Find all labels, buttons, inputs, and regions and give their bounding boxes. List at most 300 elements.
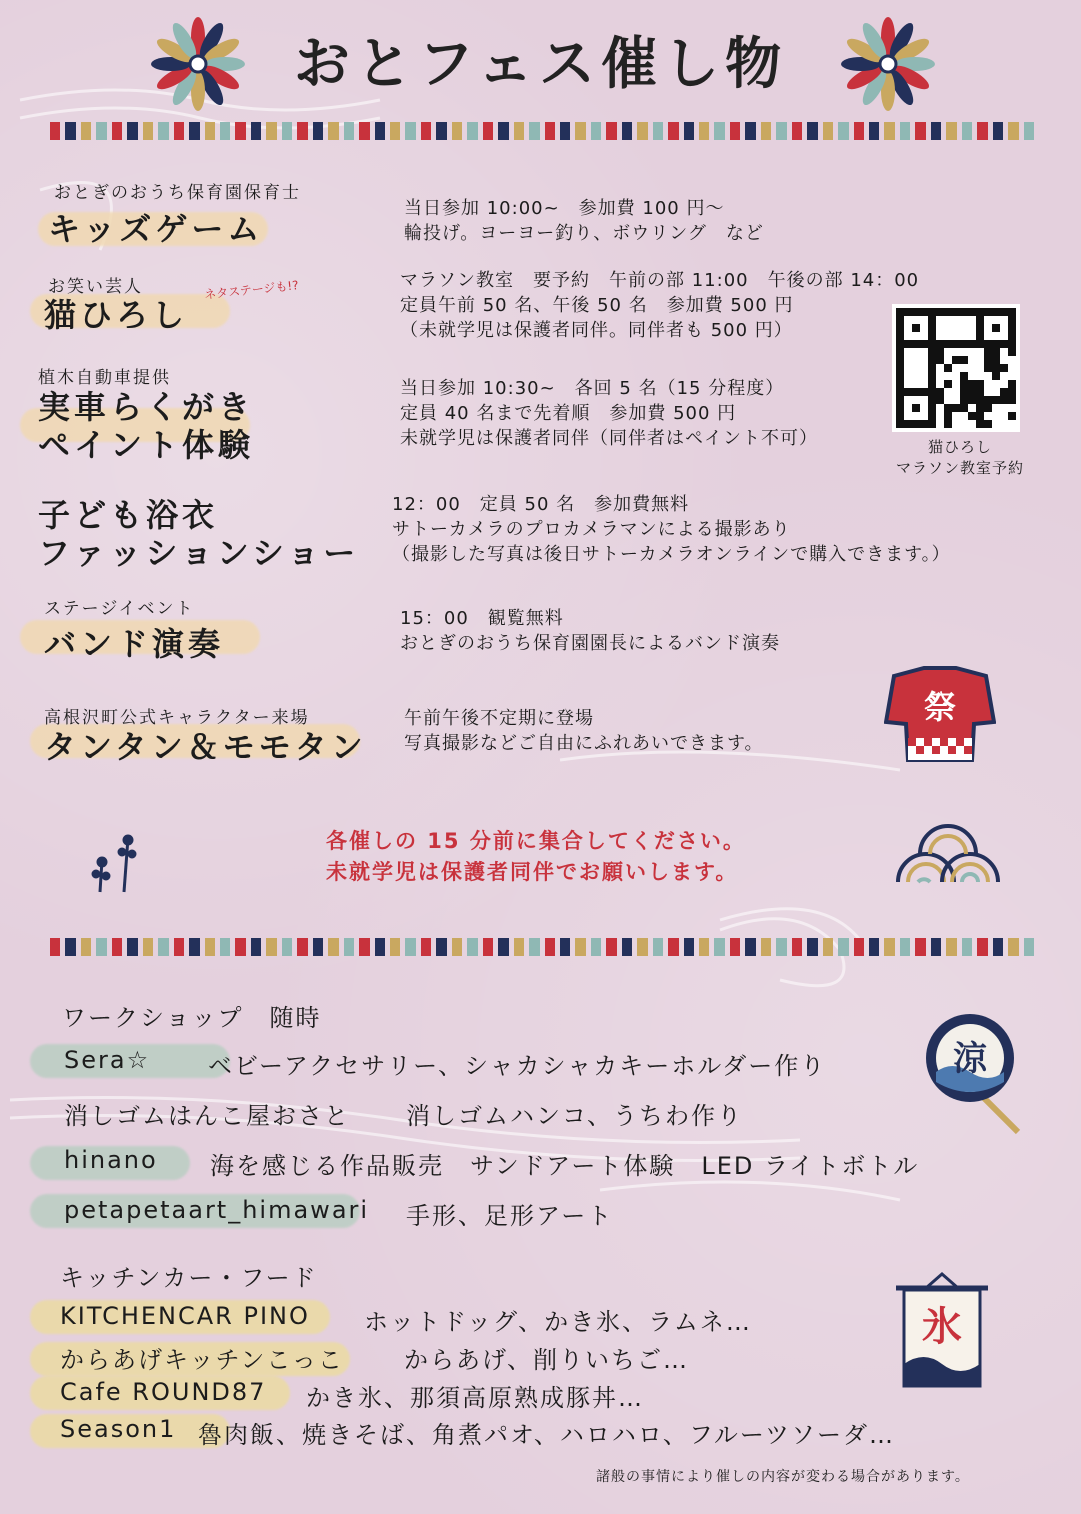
band-segment [189, 122, 199, 140]
qr-module [960, 404, 968, 412]
qr-module [968, 356, 976, 364]
band-segment [1008, 122, 1018, 140]
qr-module [944, 324, 952, 332]
qr-module [936, 364, 944, 372]
ryo-char: 涼 [953, 1039, 987, 1079]
qr-module [968, 324, 976, 332]
qr-module [944, 316, 952, 324]
qr-module [992, 380, 1000, 388]
event-aside: ネタステージも!? [203, 278, 300, 302]
band-segment [328, 122, 338, 140]
band-segment [931, 938, 941, 956]
band-segment [977, 938, 987, 956]
event-name: キッズゲーム [48, 210, 264, 248]
qr-module [976, 404, 984, 412]
qr-module [960, 380, 968, 388]
qr-module [944, 332, 952, 340]
qr-module [936, 348, 944, 356]
qr-module [920, 316, 928, 324]
band-segment [575, 938, 585, 956]
band-segment [220, 938, 230, 956]
qr-module [944, 308, 952, 316]
band-segment [838, 938, 848, 956]
qr-module [952, 364, 960, 372]
band-segment [112, 938, 122, 956]
qr-module [960, 316, 968, 324]
qr-module [912, 364, 920, 372]
band-segment [498, 938, 508, 956]
band-segment [823, 938, 833, 956]
band-segment [854, 122, 864, 140]
qr-module [944, 404, 952, 412]
qr-module [952, 412, 960, 420]
band-segment [962, 122, 972, 140]
qr-module [1008, 340, 1016, 348]
qr-module [960, 324, 968, 332]
band-segment [1024, 122, 1034, 140]
band-segment [344, 122, 354, 140]
workshop-desc: 手形、足形アート [406, 1202, 614, 1230]
qr-module [928, 396, 936, 404]
qr-module [912, 412, 920, 420]
footer-note: 諸般の事情により催しの内容が変わる場合があります。 [596, 1469, 970, 1485]
band-segment [143, 122, 153, 140]
qr-module [944, 412, 952, 420]
qr-module [968, 348, 976, 356]
band-segment [545, 938, 555, 956]
qr-module [912, 308, 920, 316]
band-segment [684, 122, 694, 140]
qr-module [944, 396, 952, 404]
qr-module [904, 364, 912, 372]
band-segment [158, 938, 168, 956]
band-segment [591, 122, 601, 140]
qr-module [1000, 348, 1008, 356]
qr-module [920, 420, 928, 428]
qr-module [904, 348, 912, 356]
workshop-heading: ワークショップ 随時 [62, 1004, 322, 1032]
qr-module [912, 356, 920, 364]
qr-module [936, 388, 944, 396]
qr-module [968, 332, 976, 340]
qr-module [1008, 396, 1016, 404]
qr-module [960, 340, 968, 348]
band-segment [745, 122, 755, 140]
qr-module [984, 324, 992, 332]
qr-module [952, 316, 960, 324]
qr-module [912, 348, 920, 356]
band-segment [962, 938, 972, 956]
qr-module [928, 380, 936, 388]
qr-module [1000, 396, 1008, 404]
band-segment [606, 122, 616, 140]
band-segment [714, 122, 724, 140]
qr-module [944, 420, 952, 428]
pattern-band-top [50, 122, 1034, 140]
band-segment [421, 938, 431, 956]
qr-module [952, 356, 960, 364]
qr-module [928, 348, 936, 356]
qr-module [976, 340, 984, 348]
qr-module [936, 324, 944, 332]
notice-line: 各催しの 15 分前に集合してください。 [326, 829, 746, 853]
band-segment [96, 938, 106, 956]
qr-module [896, 324, 904, 332]
band-segment [900, 938, 910, 956]
band-segment [560, 122, 570, 140]
band-segment [730, 938, 740, 956]
detail-line: 12：00 定員 50 名 参加費無料 [392, 494, 690, 515]
qr-module [936, 380, 944, 388]
notice-line: 未就学児は保護者同伴でお願いします。 [326, 860, 739, 884]
band-segment [266, 938, 276, 956]
qr-module [928, 404, 936, 412]
band-segment [344, 938, 354, 956]
qr-module [904, 316, 912, 324]
qr-module [1008, 316, 1016, 324]
qr-module [952, 420, 960, 428]
qr-module [904, 412, 912, 420]
band-segment [514, 938, 524, 956]
qr-module [944, 388, 952, 396]
qr-module [992, 348, 1000, 356]
band-segment [699, 122, 709, 140]
qr-module [976, 364, 984, 372]
plant-sprig-icon [84, 832, 144, 896]
band-segment [375, 938, 385, 956]
event-organizer: 高根沢町公式キャラクター来場 [44, 708, 310, 728]
qr-module [984, 380, 992, 388]
workshop-desc: 消しゴムハンコ、うちわ作り [406, 1102, 744, 1130]
qr-module [992, 308, 1000, 316]
qr-module [984, 364, 992, 372]
qr-module [1008, 388, 1016, 396]
band-segment [545, 122, 555, 140]
qr-module [1000, 404, 1008, 412]
band-segment [823, 122, 833, 140]
qr-module [1008, 308, 1016, 316]
band-segment [498, 122, 508, 140]
happi-coat-icon [884, 664, 996, 768]
qr-module [896, 412, 904, 420]
qr-caption-line: マラソン教室予約 [895, 459, 1024, 477]
qr-module [976, 396, 984, 404]
event-name [38, 388, 254, 464]
band-segment [622, 122, 632, 140]
qr-module [928, 356, 936, 364]
event-name-line: 子ども浴衣 [38, 496, 219, 534]
band-segment [483, 938, 493, 956]
qr-module [1008, 380, 1016, 388]
kitchen-heading: キッチンカー・フード [60, 1264, 318, 1292]
qr-module [960, 420, 968, 428]
qr-module [896, 396, 904, 404]
qr-module [992, 332, 1000, 340]
qr-module [952, 396, 960, 404]
band-segment [143, 938, 153, 956]
qr-module [960, 412, 968, 420]
qr-module [936, 420, 944, 428]
band-segment [838, 122, 848, 140]
qr-module [912, 380, 920, 388]
band-segment [50, 938, 60, 956]
qr-module [904, 380, 912, 388]
qr-module [992, 388, 1000, 396]
matsuri-char: 祭 [923, 688, 957, 726]
band-segment [560, 938, 570, 956]
notice [326, 826, 746, 888]
detail-line: 当日参加 10:30~ 各回 5 名（15 分程度） [400, 378, 785, 399]
band-segment [127, 122, 137, 140]
qr-module [928, 388, 936, 396]
qr-module [904, 308, 912, 316]
qr-module [1000, 340, 1008, 348]
qr-module [928, 412, 936, 420]
band-segment [514, 122, 524, 140]
band-segment [405, 122, 415, 140]
qr-module [976, 372, 984, 380]
qr-module [984, 412, 992, 420]
band-segment [606, 938, 616, 956]
detail-line: 15：00 観覧無料 [400, 608, 564, 629]
band-segment [915, 938, 925, 956]
band-segment [730, 122, 740, 140]
band-segment [653, 938, 663, 956]
band-segment [65, 938, 75, 956]
qr-caption [880, 436, 1040, 478]
band-segment [390, 938, 400, 956]
qr-module [920, 396, 928, 404]
qr-module [912, 332, 920, 340]
qr-module [960, 356, 968, 364]
kitchen-name: Cafe ROUND87 [60, 1378, 267, 1406]
event-name [38, 496, 359, 572]
band-segment [483, 122, 493, 140]
band-segment [977, 122, 987, 140]
qr-module [984, 332, 992, 340]
event-details [400, 268, 919, 343]
band-segment [575, 122, 585, 140]
event-organizer: おとぎのおうち保育園保育士 [54, 183, 301, 203]
kitchen-desc: ホットドッグ、かき氷、ラムネ… [364, 1308, 752, 1336]
qr-module [1000, 332, 1008, 340]
kitchen-name: Season1 [60, 1415, 177, 1443]
qr-module [952, 348, 960, 356]
band-segment [884, 122, 894, 140]
band-segment [81, 122, 91, 140]
band-segment [1008, 938, 1018, 956]
detail-line: 輪投げ。ヨーヨー釣り、ボウリング など [404, 223, 764, 244]
qr-module [896, 380, 904, 388]
qr-module [1000, 388, 1008, 396]
qr-module [960, 364, 968, 372]
qr-module [952, 332, 960, 340]
qr-module [936, 396, 944, 404]
workshop-name: Sera☆ [64, 1046, 151, 1074]
qr-module [992, 412, 1000, 420]
detail-line: 当日参加 10:00~ 参加費 100 円～ [404, 198, 725, 219]
band-segment [467, 122, 477, 140]
band-segment [452, 938, 462, 956]
qr-module [1000, 364, 1008, 372]
qr-module [928, 332, 936, 340]
qr-module [896, 348, 904, 356]
band-segment [282, 122, 292, 140]
qr-module [976, 308, 984, 316]
qr-module [1008, 324, 1016, 332]
band-segment [251, 938, 261, 956]
qr-module [920, 348, 928, 356]
qr-module [976, 332, 984, 340]
qr-module [904, 404, 912, 412]
band-segment [375, 122, 385, 140]
event-details [400, 606, 780, 656]
band-segment [174, 938, 184, 956]
event-details [404, 706, 764, 756]
band-segment [591, 938, 601, 956]
qr-module [944, 380, 952, 388]
qr-module [896, 404, 904, 412]
band-segment [931, 122, 941, 140]
band-segment [266, 122, 276, 140]
qr-module [968, 380, 976, 388]
qr-module [1008, 404, 1016, 412]
qr-module [1000, 324, 1008, 332]
qr-module [896, 388, 904, 396]
qr-module [960, 372, 968, 380]
qr-module [968, 364, 976, 372]
qr-module [984, 308, 992, 316]
workshop-desc: ベビーアクセサリー、シャカシャカキーホルダー作り [208, 1052, 827, 1080]
qr-module [944, 356, 952, 364]
band-segment [529, 122, 539, 140]
qr-module [928, 316, 936, 324]
band-segment [869, 122, 879, 140]
band-segment [946, 122, 956, 140]
qr-code[interactable] [892, 304, 1020, 432]
band-segment [699, 938, 709, 956]
band-segment [251, 122, 261, 140]
qr-module [1008, 412, 1016, 420]
detail-line: 午前午後不定期に登場 [404, 708, 594, 729]
band-segment [668, 122, 678, 140]
qr-module [904, 356, 912, 364]
band-segment [112, 122, 122, 140]
band-segment [235, 122, 245, 140]
qr-module [920, 356, 928, 364]
qr-module [928, 364, 936, 372]
qr-module [976, 380, 984, 388]
qr-module [928, 324, 936, 332]
qr-module [960, 332, 968, 340]
band-segment [792, 938, 802, 956]
band-segment [127, 938, 137, 956]
band-segment [359, 122, 369, 140]
qr-module [936, 308, 944, 316]
kitchen-desc: かき氷、那須高原熟成豚丼… [306, 1384, 644, 1412]
qr-module [976, 412, 984, 420]
detail-line: おとぎのおうち保育園園長によるバンド演奏 [400, 633, 780, 654]
band-segment [405, 938, 415, 956]
qr-module [936, 412, 944, 420]
band-segment [684, 938, 694, 956]
band-segment [436, 938, 446, 956]
qr-module [920, 332, 928, 340]
qr-module [952, 404, 960, 412]
band-segment [993, 938, 1003, 956]
qr-module [920, 412, 928, 420]
qr-module [904, 388, 912, 396]
band-segment [297, 122, 307, 140]
qr-module [952, 308, 960, 316]
qr-module [928, 340, 936, 348]
band-segment [313, 122, 323, 140]
qr-module [904, 396, 912, 404]
band-segment [328, 938, 338, 956]
qr-module [1000, 356, 1008, 364]
qr-module [1000, 372, 1008, 380]
qr-module [1008, 332, 1016, 340]
event-organizer: お笑い芸人 [48, 277, 143, 297]
band-segment [776, 122, 786, 140]
qr-module [920, 380, 928, 388]
band-segment [854, 938, 864, 956]
band-segment [220, 122, 230, 140]
qr-module [984, 316, 992, 324]
qr-module [944, 372, 952, 380]
band-segment [915, 122, 925, 140]
workshop-name: 消しゴムはんこ屋おさと [64, 1102, 350, 1130]
workshop-name: petapetaart_himawari [64, 1196, 370, 1224]
qr-module [960, 396, 968, 404]
qr-module [968, 316, 976, 324]
qr-module [896, 340, 904, 348]
band-segment [189, 938, 199, 956]
qr-module [992, 340, 1000, 348]
qr-module [968, 396, 976, 404]
qr-module [984, 404, 992, 412]
qr-module [1008, 420, 1016, 428]
uchiwa-fan-icon [922, 1012, 1032, 1136]
workshop-desc: 海を感じる作品販売 サンドアート体験 LED ライトボトル [210, 1152, 920, 1180]
qr-module [968, 308, 976, 316]
qr-module [920, 324, 928, 332]
band-segment [529, 938, 539, 956]
qr-module [936, 372, 944, 380]
band-segment [637, 122, 647, 140]
qr-module [952, 340, 960, 348]
qr-module [992, 324, 1000, 332]
band-segment [65, 122, 75, 140]
qr-module [968, 388, 976, 396]
page-title: おとフェス催し物 [293, 32, 788, 97]
qr-module [976, 348, 984, 356]
qr-module [984, 396, 992, 404]
band-segment [390, 122, 400, 140]
event-name-line: ペイント体験 [38, 426, 255, 464]
event-details [404, 196, 764, 246]
qr-module [920, 372, 928, 380]
workshop-name: hinano [64, 1146, 158, 1174]
qr-module [912, 372, 920, 380]
pattern-band-bottom [50, 938, 1034, 956]
qr-module [952, 388, 960, 396]
kori-char: 氷 [922, 1304, 962, 1350]
qr-module [968, 412, 976, 420]
qr-module [1000, 308, 1008, 316]
band-segment [900, 122, 910, 140]
band-segment [436, 122, 446, 140]
